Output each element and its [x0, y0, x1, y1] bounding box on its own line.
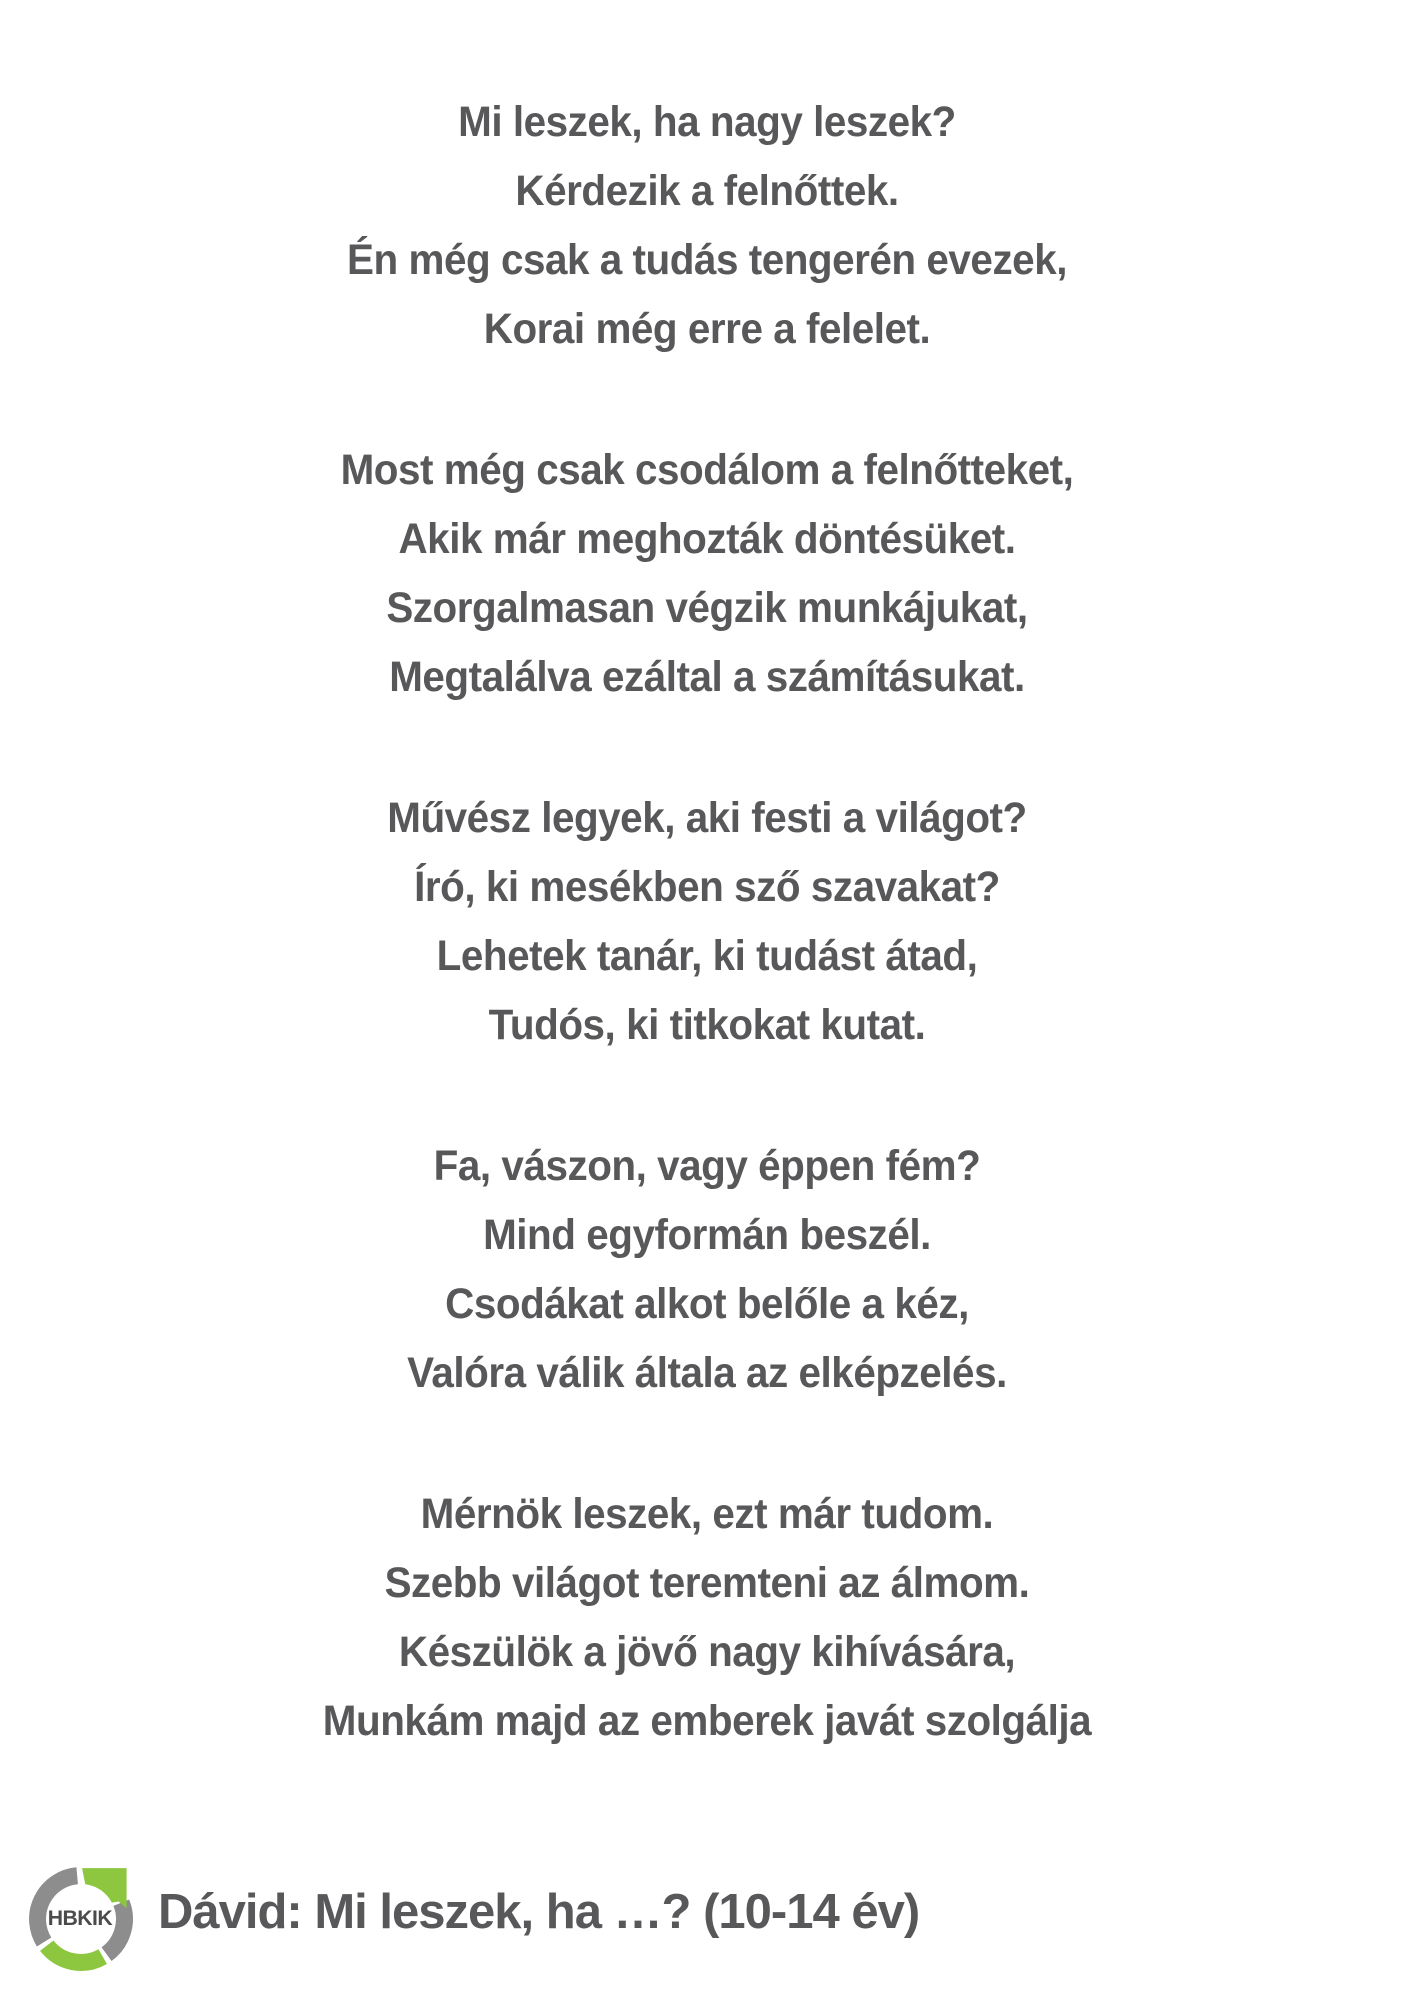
poem-line: Szorgalmasan végzik munkájukat, [386, 584, 1028, 632]
poem-line: Mérnök leszek, ezt már tudom. [420, 1490, 994, 1538]
poem-line: Szebb világot teremteni az álmom. [384, 1559, 1030, 1607]
poem-line: Valóra válik általa az elképzelés. [407, 1349, 1007, 1397]
poem-line: Tudós, ki titkokat kutat. [488, 1001, 926, 1049]
poem-line: Akik már meghozták döntésüket. [398, 515, 1016, 563]
poem-line: Korai még erre a felelet. [483, 305, 931, 353]
poem-line: Író, ki mesékben sző szavakat? [414, 863, 1000, 911]
poem-line: Mi leszek, ha nagy leszek? [458, 98, 956, 146]
poem-line: Most még csak csodálom a felnőtteket, [340, 446, 1074, 494]
poem-line: Mind egyformán beszél. [483, 1211, 931, 1259]
poem-line: Munkám majd az emberek javát szolgálja [322, 1697, 1092, 1745]
poem-line: Megtalálva ezáltal a számításukat. [389, 653, 1025, 701]
poem-line: Én még csak a tudás tengerén evezek, [347, 236, 1067, 284]
poem-line: Művész legyek, aki festi a világot? [387, 794, 1027, 842]
poem-line: Lehetek tanár, ki tudást átad, [436, 932, 978, 980]
poem-line: Csodákat alkot belőle a kéz, [445, 1280, 969, 1328]
poem-line: Fa, vászon, vagy éppen fém? [433, 1142, 981, 1190]
stanza-3 [0, 784, 1414, 1060]
stanza-5 [0, 1480, 1414, 1756]
stanza-2 [0, 436, 1414, 712]
poem-line: Kérdezik a felnőttek. [515, 167, 899, 215]
stanza-4 [0, 1132, 1414, 1408]
poem-line: Készülök a jövő nagy kihívására, [398, 1628, 1016, 1676]
hbkik-logo-icon [28, 1866, 134, 1972]
footer-caption: Dávid: Mi leszek, ha …? (10-14 év) [158, 1885, 920, 1939]
poem [0, 88, 1414, 1828]
footer [0, 1860, 1414, 1980]
stanza-1 [0, 88, 1414, 364]
logo-text: HBKIK [47, 1906, 113, 1930]
